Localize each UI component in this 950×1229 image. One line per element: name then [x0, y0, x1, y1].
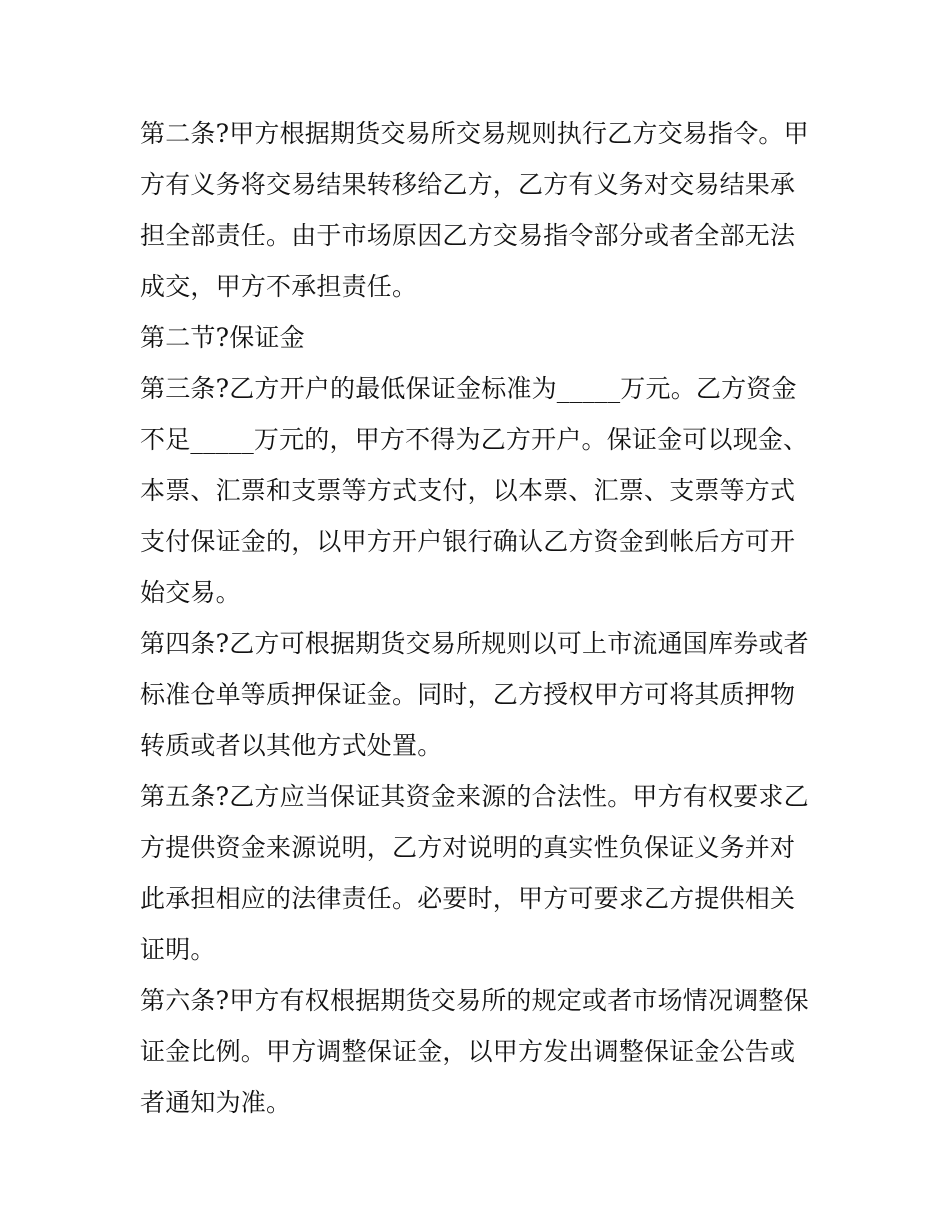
paragraph-article-6: 第六条?甲方有权根据期货交易所的规定或者市场情况调整保证金比例。甲方调整保证金，以甲方发出调整保证金公告或者通知为准。: [140, 986, 809, 1117]
paragraph-article-3: 第三条?乙方开户的最低保证金标准为_____万元。乙方资金不足_____万元的，甲方不得为乙方开户。保证金可以现金、本票、汇票和支票等方式支付，以本票、汇票、支票等方式支付保证金的，以甲方开户银行确认乙方资金到帐后方可开始交易。: [140, 374, 809, 607]
paragraph-article-5: 第五条?乙方应当保证其资金来源的合法性。甲方有权要求乙方提供资金来源说明，乙方对说明的真实性负保证义务并对此承担相应的法律责任。必要时，甲方可要求乙方提供相关证明。: [140, 782, 809, 964]
document-body: [140, 108, 820, 1128]
paragraph-article-4: 第四条?乙方可根据期货交易所规则以可上市流通国库券或者标准仓单等质押保证金。同时，乙方授权甲方可将其质押物转质或者以其他方式处置。: [140, 629, 809, 760]
section-heading-deposit: 第二节?保证金: [140, 323, 305, 352]
paragraph-article-2: 第二条?甲方根据期货交易所交易规则执行乙方交易指令。甲方有义务将交易结果转移给乙方，乙方有义务对交易结果承担全部责任。由于市场原因乙方交易指令部分或者全部无法成交，甲方不承担责任。: [140, 119, 809, 301]
